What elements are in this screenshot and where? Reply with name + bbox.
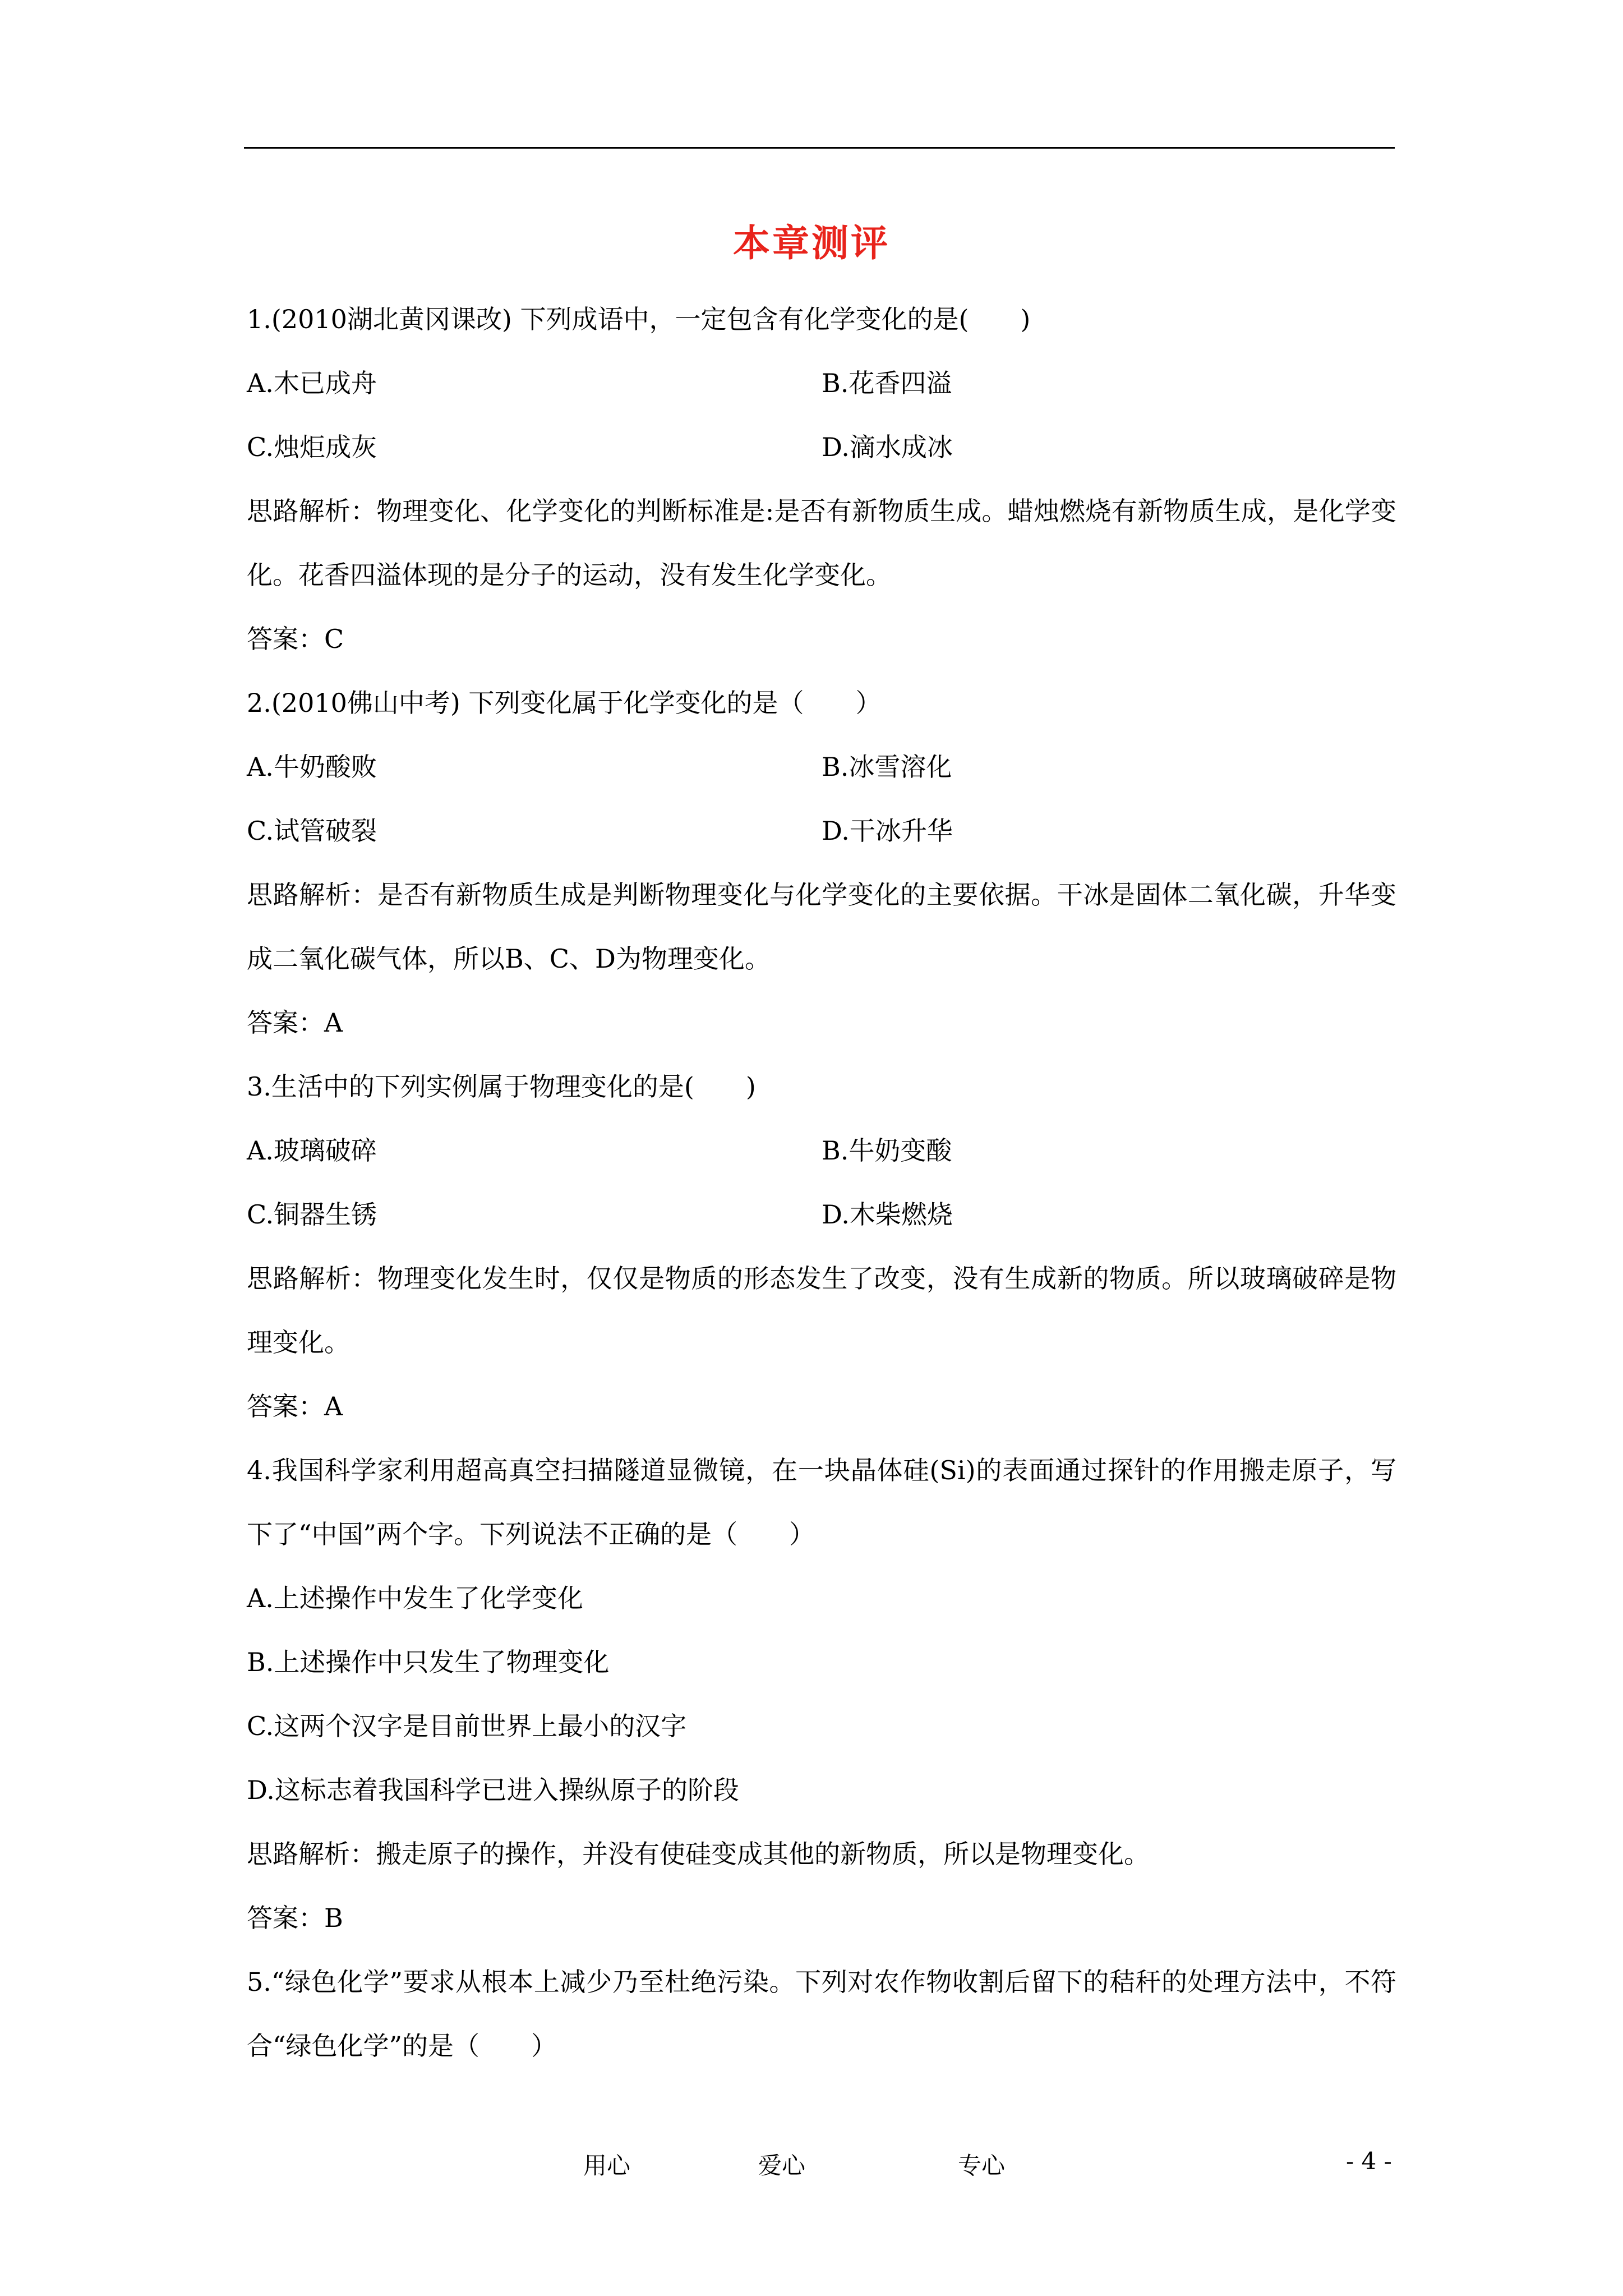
question-3-answer: 答案：A: [247, 1391, 343, 1421]
option-d: D.这标志着我国科学已进入操纵原子的阶段: [247, 1775, 739, 1805]
option-c: C.烛炬成灰: [247, 432, 377, 462]
question-3-options: [247, 1119, 1396, 1182]
question-2-options-row2: [247, 799, 1396, 863]
option-b: B.花香四溢: [822, 368, 952, 398]
document-body: [247, 287, 1396, 2078]
option-c: C.这两个汉字是目前世界上最小的汉字: [247, 1711, 687, 1741]
option-d: D.滴水成冰: [822, 432, 953, 462]
option-d: D.木柴燃烧: [822, 1199, 953, 1230]
question-2-answer: 答案：A: [247, 1007, 343, 1038]
footer-item-aixin: 爱心: [758, 2152, 806, 2179]
question-3-stem: 3.生活中的下列实例属于物理变化的是( ): [247, 1071, 756, 1102]
question-3-analysis: 思路解析：物理变化发生时，仅仅是物质的形态发生了改变，没有生成新的物质。所以玻璃破碎是物理变化。: [247, 1263, 1396, 1358]
question-5-stem: 5.“绿色化学”要求从根本上减少乃至杜绝污染。下列对农作物收割后留下的秸秆的处理方法中，不符合“绿色化学”的是（ ）: [247, 1967, 1396, 2061]
option-c: C.试管破裂: [247, 816, 377, 846]
option-a: A.木已成舟: [247, 368, 377, 398]
page-footer: [0, 2147, 1623, 2181]
question-1-options-row2: [247, 415, 1396, 479]
question-2-stem: 2.(2010佛山中考) 下列变化属于化学变化的是（ ）: [247, 688, 882, 718]
option-b: B.上述操作中只发生了物理变化: [247, 1647, 610, 1677]
question-1-stem: 1.(2010湖北黄冈课改) 下列成语中，一定包含有化学变化的是( ): [247, 304, 1031, 334]
option-d: D.干冰升华: [822, 816, 953, 846]
question-2-options: [247, 735, 1396, 799]
question-4-analysis: 思路解析：搬走原子的操作，并没有使硅变成其他的新物质，所以是物理变化。: [247, 1839, 1150, 1869]
question-1-answer: 答案：C: [247, 624, 344, 654]
question-1-analysis: 思路解析：物理变化、化学变化的判断标准是:是否有新物质生成。蜡烛燃烧有新物质生成，是化学变化。花香四溢体现的是分子的运动，没有发生化学变化。: [247, 496, 1396, 590]
option-c: C.铜器生锈: [247, 1199, 377, 1230]
question-4-answer: 答案：B: [247, 1903, 343, 1933]
question-3-options-row2: [247, 1182, 1396, 1246]
question-4-stem: 4.我国科学家利用超高真空扫描隧道显微镜，在一块晶体硅(Si)的表面通过探针的作用搬走原子，写下了“中国”两个字。下列说法不正确的是（ ）: [247, 1455, 1396, 1549]
page-number: - 4 -: [1346, 2147, 1392, 2175]
option-a: A.玻璃破碎: [247, 1135, 377, 1166]
question-2-analysis: 思路解析：是否有新物质生成是判断物理变化与化学变化的主要依据。干冰是固体二氧化碳，升华变成二氧化碳气体，所以B、C、D为物理变化。: [247, 880, 1396, 974]
question-1-options: [247, 351, 1396, 415]
page-title: 本章测评: [733, 221, 890, 265]
footer-item-zhuanxin: 专心: [958, 2152, 1006, 2179]
option-a: A.上述操作中发生了化学变化: [247, 1583, 583, 1613]
option-a: A.牛奶酸败: [247, 752, 377, 782]
option-b: B.冰雪溶化: [822, 752, 952, 782]
option-b: B.牛奶变酸: [822, 1135, 952, 1166]
footer-item-yongxin: 用心: [583, 2152, 631, 2179]
header-rule: [244, 147, 1395, 149]
